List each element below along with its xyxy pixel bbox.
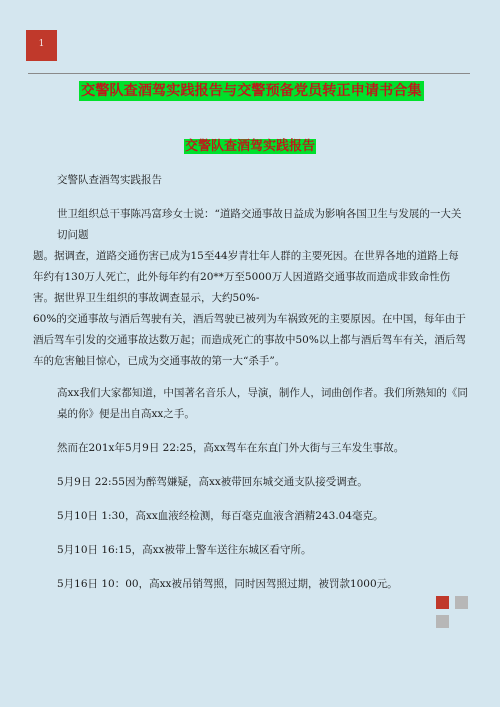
paragraph: 5月10日 1:30，高xx血液经检测，每百毫克血液含酒精243.04毫克。 (57, 510, 384, 522)
decorative-square-gray (436, 615, 449, 628)
header-divider (28, 73, 470, 74)
sub-heading: 交警队查酒驾实践报告 (57, 174, 162, 186)
paragraph: 5月10日 16:15，高xx被带上警车送往东城区看守所。 (57, 544, 312, 556)
section-title-wrapper (0, 135, 500, 156)
document-title: 交警队查酒驾实践报告与交警预备党员转正申请书合集 (81, 83, 422, 99)
paragraph: 题。据调查，道路交通伤害已成为15至44岁青壮年人群的主要死因。在世界各地的道路上每年约有130万人死亡，此外每年约有20**万至5000万人因道路交通事故而造成非致命性伤害。据世界卫生组织的事故调查显示，大约50%- (33, 250, 459, 304)
paragraph: 60%的交通事故与酒后驾驶有关，酒后驾驶已被列为车祸致死的主要原因。在中国，每年由于酒后驾车引发的交通事故达数万起；而造成死亡的事故中50%以上都与酒后驾车有关，酒后驾车的危害触目惊心，已成为交通事故的第一大“杀手”。 (33, 313, 466, 367)
paragraph: 然而在201x年5月9日 22:25，高xx驾车在东直门外大街与三车发生事故。 (57, 442, 405, 454)
section-title: 交警队查酒驾实践报告 (184, 139, 315, 154)
document-body (33, 170, 469, 595)
paragraph: 5月16日 10：00，高xx被吊销驾照，同时因驾照过期，被罚款1000元。 (57, 578, 398, 590)
decorative-square-red (436, 596, 449, 609)
paragraph: 高xx我们大家都知道，中国著名音乐人，导演，制作人，词曲创作者。我们所熟知的《同桌的你》便是出自高xx之手。 (57, 387, 468, 420)
paragraph: 5月9日 22:55因为醉驾嫌疑，高xx被带回东城交通支队接受调查。 (57, 476, 368, 488)
decorative-square-gray (455, 596, 468, 609)
paragraph: 世卫组织总干事陈冯富珍女士说：“道路交通事故日益成为影响各国卫生与发展的一大关切问题 (57, 208, 462, 241)
page-number-badge: 1 (26, 30, 57, 61)
